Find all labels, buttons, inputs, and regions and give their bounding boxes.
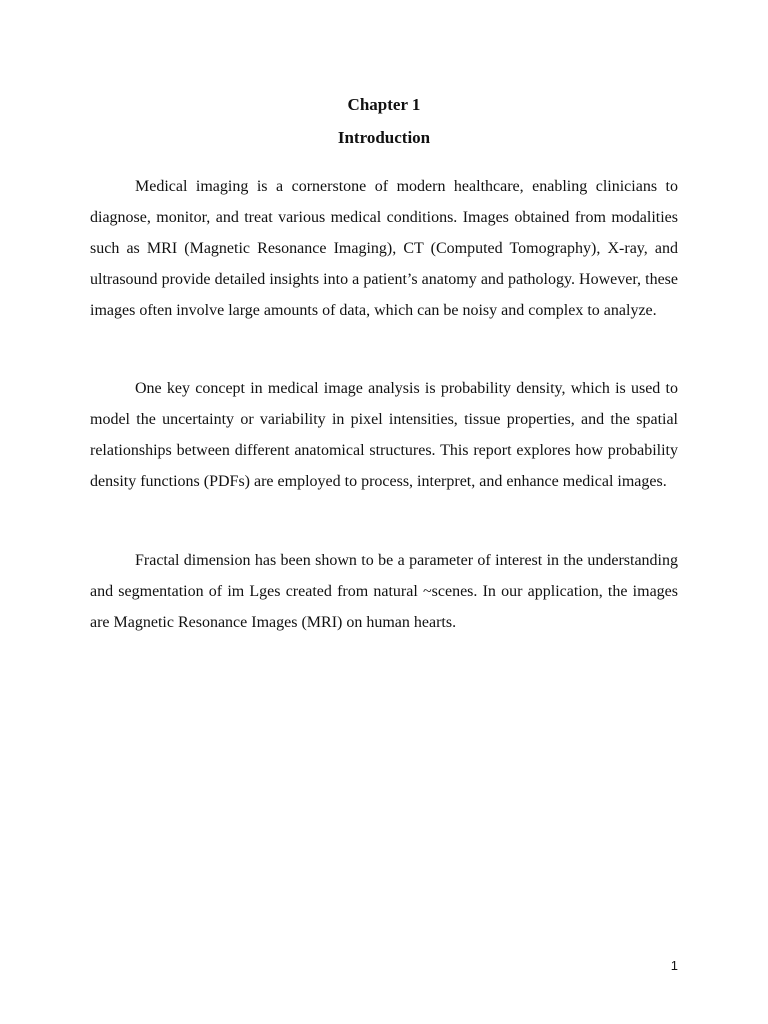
paragraph-medical-imaging: Medical imaging is a cornerstone of modern healthcare, enabling clinicians to diagnose, monitor, and treat various medical conditions. Images obtained from modalities such as MRI (Magnetic Resonance Imaging), CT (Computed Tomography), X-ray, and ultrasound provide detailed insights into a patient’s anatomy and pathology. However, these images often involve large amounts of data, which can be noisy and complex to analyze.	[90, 178, 678, 319]
paragraph-fractal-dimension: Fractal dimension has been shown to be a parameter of interest in the understanding and segmentation of im Lges created from natural ~scenes. In our application, the images are Magnetic Resonance Images (MRI) on human hearts.	[90, 552, 678, 631]
chapter-number: Chapter 1	[347, 95, 421, 114]
page-number: 1	[670, 958, 678, 973]
paragraph-probability-density: One key concept in medical image analysis is probability density, which is used to model the uncertainty or variability in pixel intensities, tissue properties, and the spatial relationships between different anatomical structures. This report explores how probability density functions (PDFs) are employed to process, interpret, and enhance medical images.	[90, 380, 678, 490]
chapter-title: Introduction	[337, 128, 431, 147]
